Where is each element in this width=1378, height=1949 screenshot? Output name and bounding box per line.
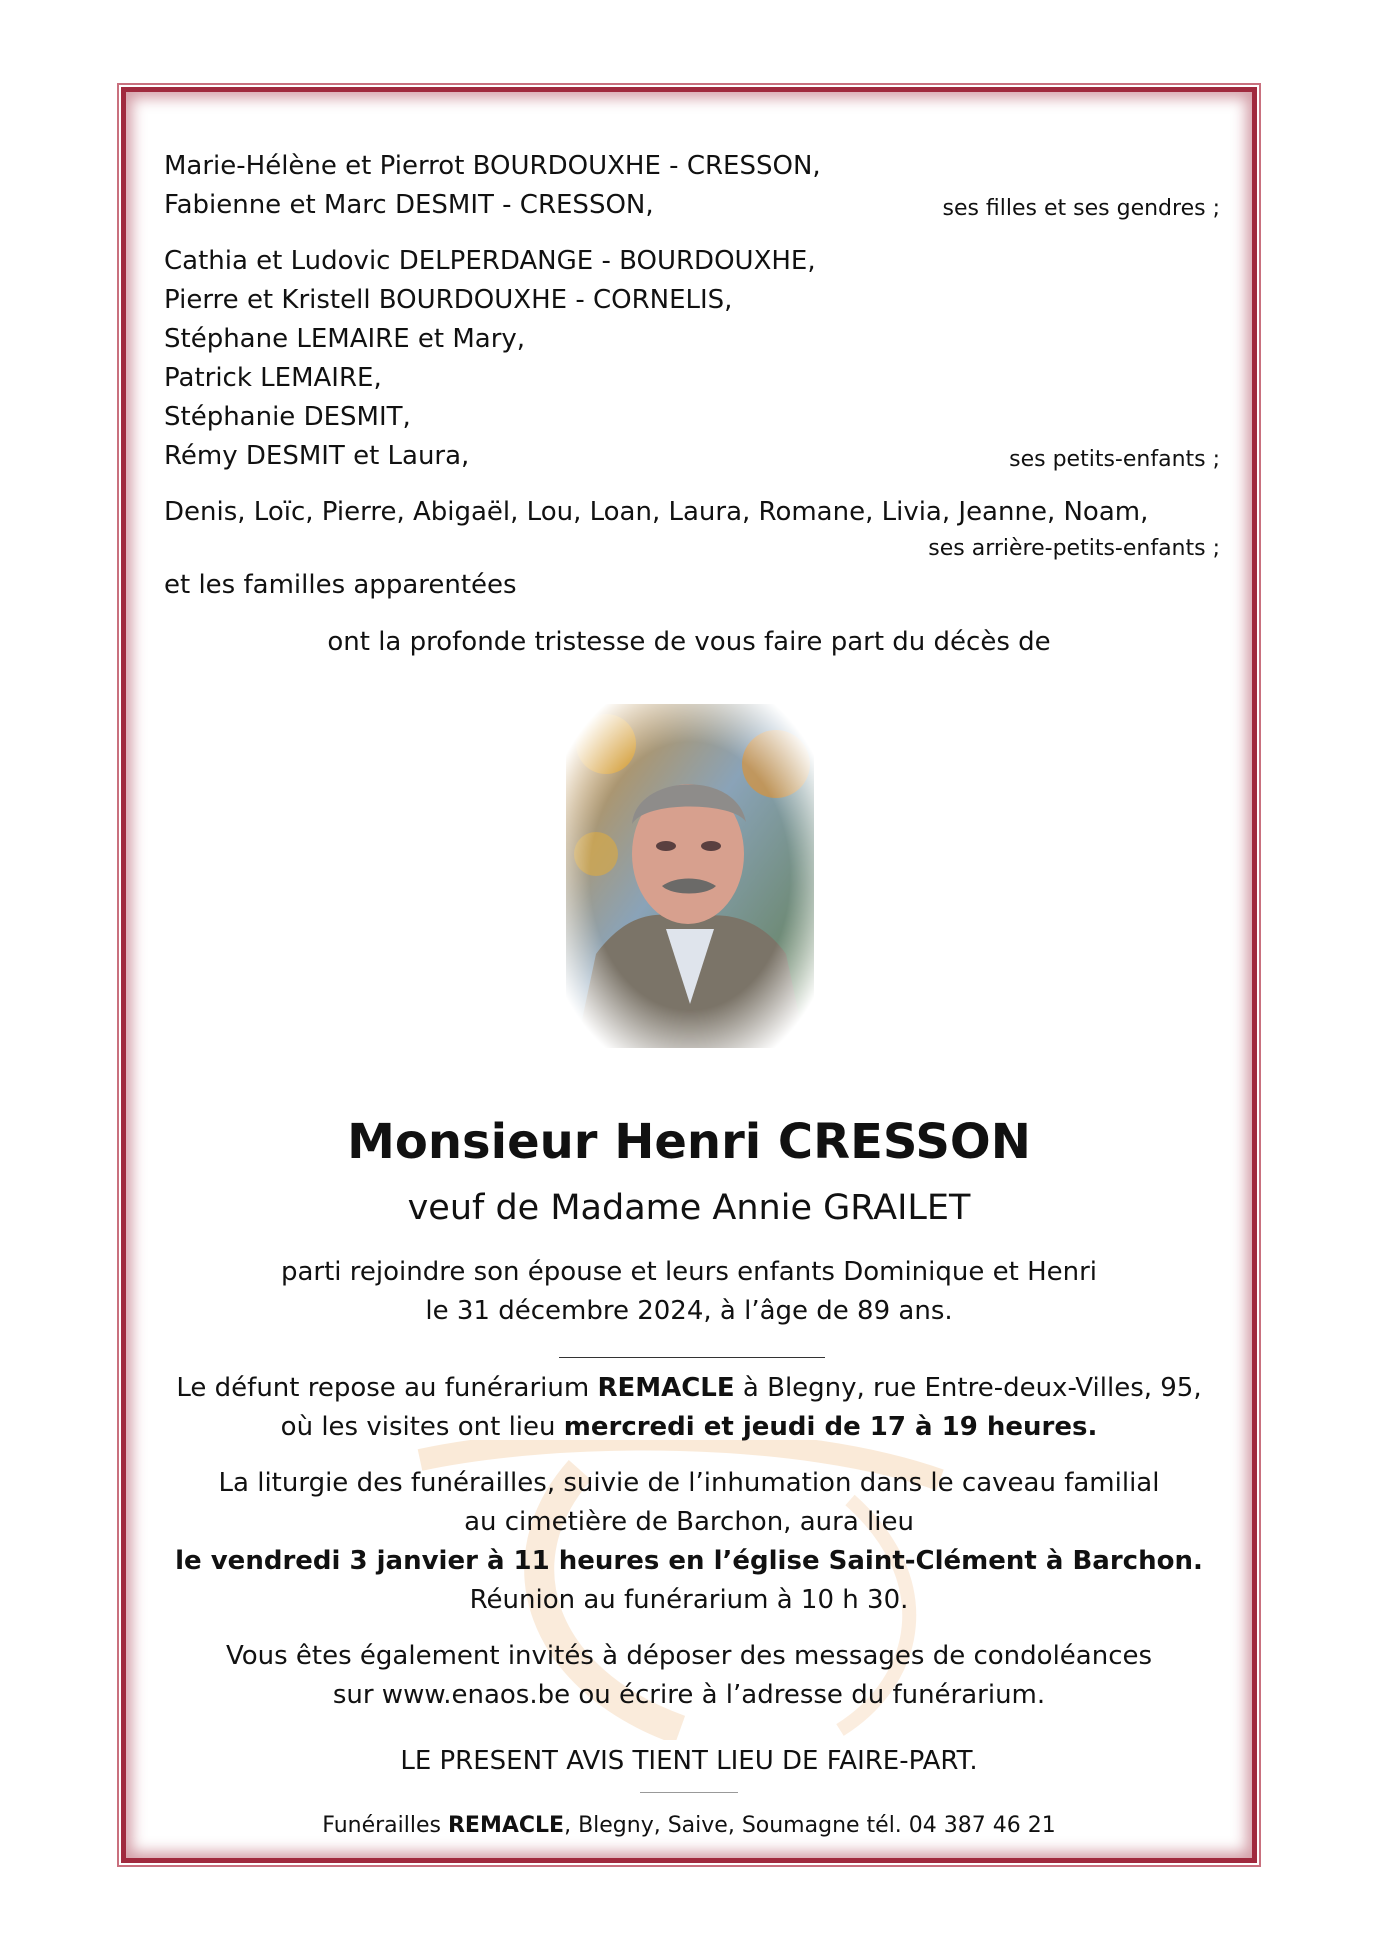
great-grandchildren-line: Denis, Loïc, Pierre, Abigaël, Lou, Loan, Laura, Romane, Livia, Jeanne, Noam, <box>164 497 1149 527</box>
funeral-line-4: Réunion au funérarium à 10 h 30. <box>469 1585 909 1615</box>
condolences-line-1: Vous êtes également invités à déposer des messages de condoléances <box>225 1641 1153 1671</box>
deceased-line-1: parti rejoindre son épouse et leurs enfants Dominique et Henri <box>280 1257 1098 1287</box>
announcement-text: ont la profonde tristesse de vous faire part du décès de <box>327 627 1051 657</box>
funeral-line-1: La liturgie des funérailles, suivie de l’inhumation dans le caveau familial <box>218 1468 1160 1498</box>
deceased-name: Monsieur Henri CRESSON <box>347 1114 1031 1170</box>
grandchild-line: Pierre et Kristell BOURDOUXHE - CORNELIS, <box>164 285 733 315</box>
visits-line-2: où les visites ont lieu mercredi et jeudi de 17 à 19 heures. <box>280 1412 1098 1442</box>
visits-line-1: Le défunt repose au funérarium REMACLE à Blegny, rue Entre-deux-Villes, 95, <box>176 1373 1202 1403</box>
grandchildren-role: ses petits-enfants ; <box>1009 447 1220 472</box>
grandchild-line: Rémy DESMIT et Laura, <box>164 441 470 471</box>
daughters-line-1: Marie-Hélène et Pierrot BOURDOUXHE - CRESSON, <box>164 151 821 181</box>
grandchild-line: Stéphane LEMAIRE et Mary, <box>164 324 526 354</box>
deceased-widower: veuf de Madame Annie GRAILET <box>407 1188 971 1228</box>
deceased-line-2: le 31 décembre 2024, à l’âge de 89 ans. <box>425 1296 953 1326</box>
relatives-line: et les familles apparentées <box>164 570 517 600</box>
funeral-line-2: au cimetière de Barchon, aura lieu <box>464 1507 914 1537</box>
portrait-photo <box>566 704 814 1048</box>
condolences-line-2: sur www.enaos.be ou écrire à l’adresse du funérarium. <box>332 1680 1046 1710</box>
footer-text: Funérailles REMACLE, Blegny, Saive, Soumagne tél. 04 387 46 21 <box>322 1813 1056 1838</box>
grandchild-line: Cathia et Ludovic DELPERDANGE - BOURDOUXHE, <box>164 246 816 276</box>
grandchild-line: Stéphanie DESMIT, <box>164 402 411 432</box>
daughters-role: ses filles et ses gendres ; <box>942 196 1220 221</box>
footer-divider <box>640 1792 738 1793</box>
notice-text: LE PRESENT AVIS TIENT LIEU DE FAIRE-PART. <box>400 1746 978 1776</box>
divider <box>559 1357 825 1358</box>
grandchild-line: Patrick LEMAIRE, <box>164 363 382 393</box>
great-grandchildren-role: ses arrière-petits-enfants ; <box>928 536 1220 561</box>
funeral-line-3: le vendredi 3 janvier à 11 heures en l’église Saint-Clément à Barchon. <box>175 1546 1203 1576</box>
daughters-line-2: Fabienne et Marc DESMIT - CRESSON, <box>164 190 654 220</box>
